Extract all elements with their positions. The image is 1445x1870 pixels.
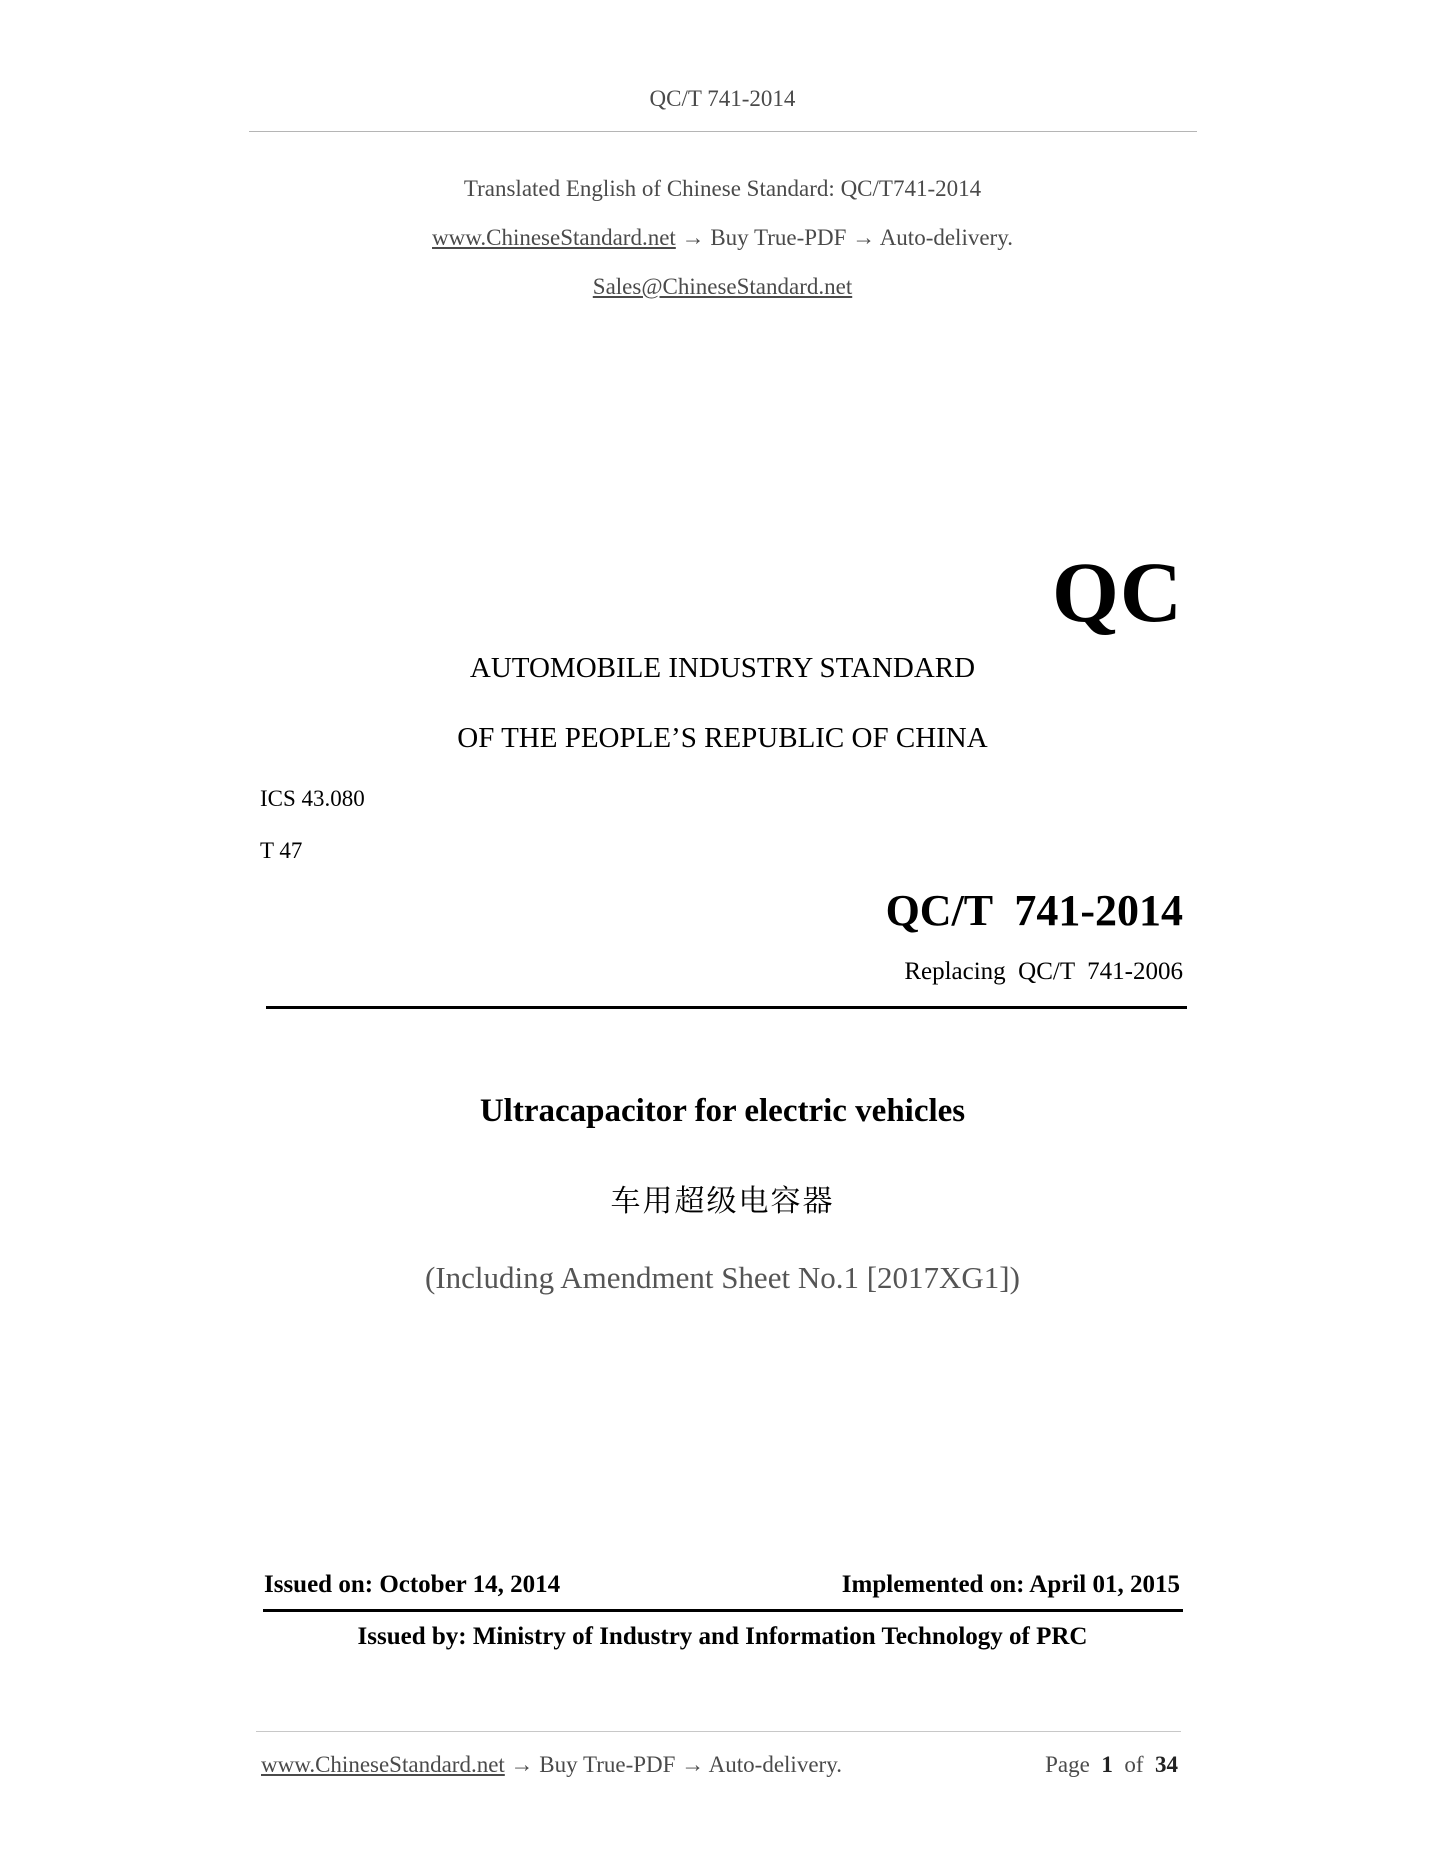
promo-email: [0, 274, 1445, 300]
running-header: QC/T 741-2014: [649, 86, 796, 111]
page-current: 1: [1101, 1752, 1113, 1777]
auto-delivery-text: Auto-delivery.: [879, 225, 1013, 250]
ics-code: ICS 43.080: [260, 786, 365, 811]
promo-title: Translated English of Chinese Standard: QC/T741-2014: [463, 176, 982, 201]
implemented-on-date: Implemented on: April 01, 2015: [841, 1571, 1180, 1598]
footer-links: [261, 1752, 842, 1778]
issued-on-date: Issued on: October 14, 2014: [264, 1571, 561, 1598]
site-link[interactable]: www.ChineseStandard.net: [432, 225, 676, 250]
standard-authority-line-1: AUTOMOBILE INDUSTRY STANDARD: [469, 652, 976, 684]
issue-divider: [263, 1609, 1183, 1612]
page-indicator: [1045, 1752, 1178, 1778]
footer-divider: [256, 1731, 1181, 1732]
header-divider: [249, 131, 1197, 132]
arrow-right-icon: →: [852, 225, 876, 250]
standard-number: QC/T 741-2014: [885, 886, 1183, 935]
page-total: 34: [1155, 1752, 1178, 1777]
arrow-right-icon: →: [681, 1752, 705, 1777]
title-chinese: 车用超级电容器: [610, 1184, 835, 1219]
issuing-authority: Issued by: Ministry of Industry and Information Technology of PRC: [357, 1623, 1088, 1650]
amendment-note: (Including Amendment Sheet No.1 [2017XG1]): [425, 1260, 1020, 1295]
footer-delivery-text: Auto-delivery.: [708, 1752, 842, 1777]
footer-buy-text: Buy True-PDF: [539, 1752, 676, 1777]
page-of: of: [1124, 1752, 1144, 1777]
email-link[interactable]: Sales@ChineseStandard.net: [592, 274, 853, 299]
page-label: Page: [1045, 1752, 1090, 1777]
replacing-standard: Replacing QC/T 741-2006: [904, 958, 1183, 985]
title-english: Ultracapacitor for electric vehicles: [479, 1093, 966, 1129]
arrow-right-icon: →: [681, 225, 705, 250]
qc-logo: QC: [1052, 544, 1183, 640]
buy-pdf-text: Buy True-PDF: [710, 225, 847, 250]
footer-site-link[interactable]: www.ChineseStandard.net: [261, 1752, 505, 1777]
title-divider: [266, 1006, 1187, 1009]
classification-code: T 47: [260, 838, 303, 863]
promo-links: [0, 225, 1445, 251]
arrow-right-icon: →: [510, 1752, 534, 1777]
standard-authority-line-2: OF THE PEOPLE’S REPUBLIC OF CHINA: [457, 722, 988, 754]
